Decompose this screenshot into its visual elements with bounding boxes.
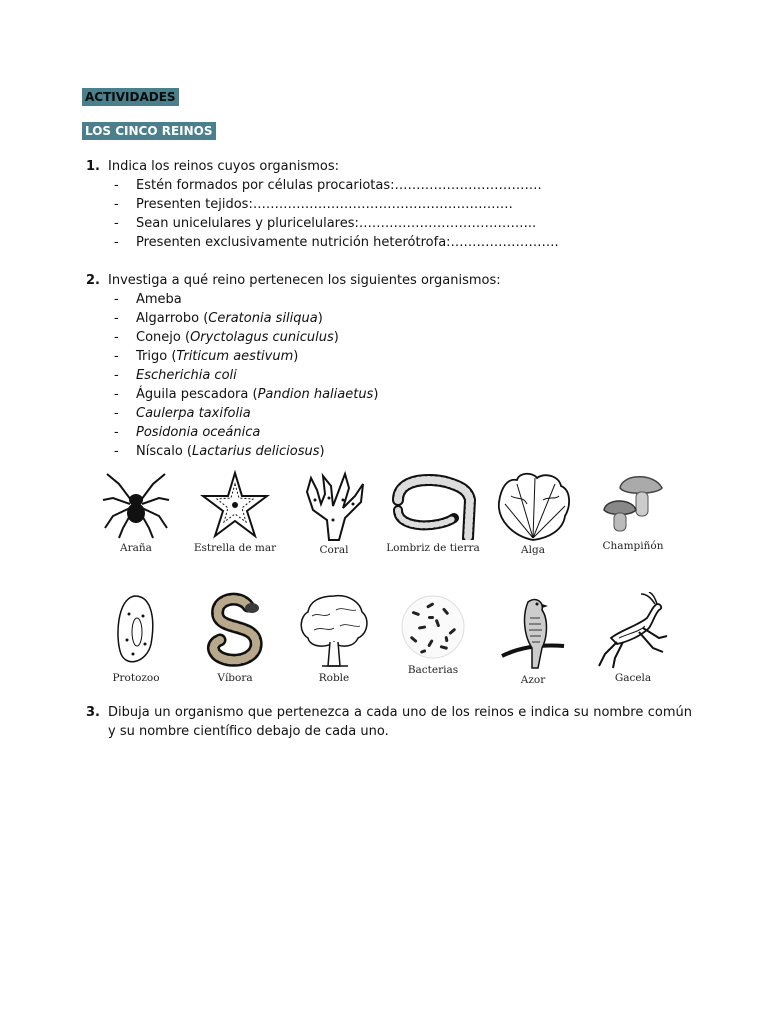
question-2-number: 2. [86, 273, 100, 288]
figure-caption: Bacterias [407, 664, 459, 676]
question-1-text: Indica los reinos cuyos organismos: [108, 159, 340, 174]
question-1 [86, 157, 696, 176]
organism-scientific-name: Ceratonia siliqua [208, 311, 318, 326]
question-2 [86, 271, 696, 290]
q1-item: - Presenten exclusivamente nutrición heterótrofa:……………………. [114, 235, 559, 250]
organism-common-name: Conejo [136, 330, 181, 345]
earthworm-icon [390, 470, 476, 540]
figure-caption: Roble [318, 672, 350, 684]
spider-icon [101, 470, 171, 540]
figure-goshawk [485, 592, 581, 686]
heading-five-kingdoms: LOS CINCO REINOS [82, 122, 216, 140]
organism-scientific-name: Lactarius deliciosus [192, 444, 320, 459]
q2-item: - Caulerpa taxifolia [114, 406, 251, 421]
figure-bacteria [385, 592, 481, 676]
mushroom-icon [598, 470, 668, 538]
heading-activities: ACTIVIDADES [82, 88, 179, 106]
q2-item: - Ameba [114, 292, 182, 307]
figure-spider [88, 470, 184, 554]
figure-caption: Azor [520, 674, 546, 686]
figure-earthworm [385, 470, 481, 554]
organism-scientific-name: Triticum aestivum [176, 349, 294, 364]
organism-scientific-name: Posidonia oceánica [136, 425, 261, 440]
protozoon-icon [101, 592, 171, 670]
question-1-number: 1. [86, 159, 100, 174]
q2-item: - Trigo (Triticum aestivum) [114, 349, 299, 364]
figure-caption: Champiñón [602, 540, 664, 552]
oak-tree-icon [298, 592, 370, 670]
coral-icon [299, 470, 369, 542]
figure-caption: Araña [120, 542, 152, 554]
q1-item: - Presenten tejidos:…………………………………………………… [114, 197, 513, 212]
q1-item: - Sean unicelulares y pluricelulares:………………………………….. [114, 216, 537, 231]
figure-oak [286, 592, 382, 684]
figure-alga [485, 470, 581, 556]
figure-viper [187, 592, 283, 684]
q1-item: - Estén formados por células procariotas:……………………………. [114, 178, 542, 193]
organism-scientific-name: Escherichia coli [136, 368, 237, 383]
q2-item: - Escherichia coli [114, 368, 237, 383]
starfish-icon [200, 470, 270, 540]
q2-item: - Algarrobo (Ceratonia siliqua) [114, 311, 323, 326]
figure-mushroom [585, 470, 681, 552]
figure-gazelle [585, 592, 681, 684]
figure-caption: Estrella de mar [193, 542, 277, 554]
figure-coral [286, 470, 382, 556]
bacteria-icon [398, 592, 468, 662]
q2-item: - Águila pescadora (Pandion haliaetus) [114, 387, 379, 402]
figure-starfish [187, 470, 283, 554]
organism-common-name: Algarrobo [136, 311, 200, 326]
figure-caption: Lombriz de tierra [386, 542, 480, 554]
question-3-number: 3. [86, 705, 100, 720]
q2-item: - Níscalo (Lactarius deliciosus) [114, 444, 325, 459]
organism-scientific-name: Caulerpa taxifolia [136, 406, 251, 421]
viper-icon [200, 592, 270, 670]
organism-common-name: Ameba [136, 292, 182, 307]
question-2-text: Investiga a qué reino pertenecen los siguientes organismos: [108, 273, 501, 288]
figure-caption: Víbora [217, 672, 253, 684]
gazelle-icon [597, 592, 669, 670]
figure-caption: Coral [319, 544, 349, 556]
alga-icon [493, 470, 573, 542]
organism-common-name: Águila pescadora [136, 387, 249, 402]
organism-common-name: Trigo [136, 349, 168, 364]
question-3-text: Dibuja un organismo que pertenezca a cada uno de los reinos e indica su nombre común y su nombre científico debajo de cada uno. [108, 705, 692, 739]
figure-caption: Gacela [614, 672, 652, 684]
figure-caption: Protozoo [112, 672, 160, 684]
q2-item: - Conejo (Oryctolagus cuniculus) [114, 330, 339, 345]
figure-caption: Alga [521, 544, 545, 556]
organism-scientific-name: Oryctolagus cuniculus [190, 330, 334, 345]
organism-scientific-name: Pandion haliaetus [257, 387, 374, 402]
goshawk-icon [498, 592, 568, 672]
q2-item: - Posidonia oceánica [114, 425, 261, 440]
figure-protozoon [88, 592, 184, 684]
question-3 [86, 703, 692, 741]
organism-common-name: Níscalo [136, 444, 183, 459]
